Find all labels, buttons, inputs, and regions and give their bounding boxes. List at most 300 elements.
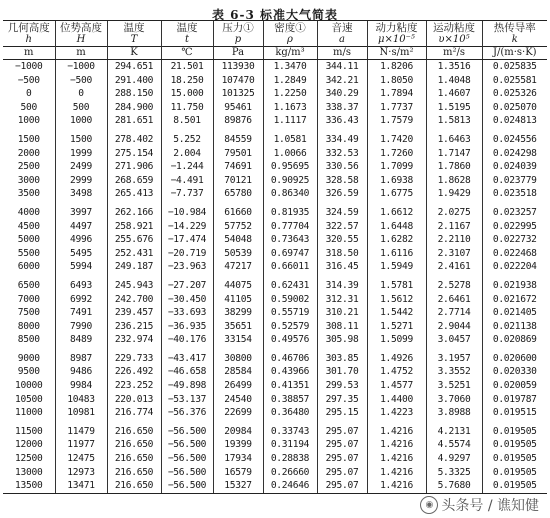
table-cell: 1.6612 [367,201,426,220]
table-cell: 216.650 [107,438,161,452]
table-cell: 278.402 [107,128,161,147]
table-cell: 74691 [213,160,263,174]
table-cell: 12000 [15,439,43,451]
table-cell: 1.4607 [426,87,482,101]
table-cell: 1.5781 [367,274,426,293]
header-symbol-9: k [482,34,547,47]
table-cell: −43.417 [161,347,213,366]
table-cell: −36.935 [161,320,213,334]
table-cell: 229.733 [107,347,161,366]
table-cell: 1.7260 [367,147,426,161]
table-row [3,306,547,320]
table-row [3,187,547,201]
table-cell: 0.021672 [482,293,547,307]
table-cell: 0.020869 [482,333,547,347]
table-cell: 1.1117 [263,114,317,128]
table-cell: 1.6775 [367,187,426,201]
table-cell: 1.4752 [367,365,426,379]
table-cell: 10000 [15,380,43,392]
table-cell: 324.59 [317,201,367,220]
table-cell: 10981 [55,406,107,420]
table-cell: 0.46706 [263,347,317,366]
table-cell: 1.4926 [367,347,426,366]
table-cell: 89876 [213,114,263,128]
table-cell: −500 [17,74,40,86]
table-cell: 65780 [213,187,263,201]
table-cell: 11.750 [161,101,213,115]
table-cell: 16579 [213,466,263,480]
table-cell: 4500 [17,220,40,232]
table-cell: 1.5442 [367,306,426,320]
table-cell: 284.900 [107,101,161,115]
table-cell: 3.7060 [426,393,482,407]
table-cell: 1.5813 [426,114,482,128]
table-title: 表 6-3 标准大气简表 [211,8,339,22]
table-cell: 13000 [15,466,43,478]
header-name-9: 热传导率 [482,21,547,35]
table-cell: 0.019505 [482,452,547,466]
table-cell: 0.95695 [263,160,317,174]
watermark [417,494,542,516]
table-cell: 5.3325 [426,466,482,480]
table-cell: 0.69747 [263,247,317,261]
header-unit-5: kg/m³ [263,47,317,60]
table-cell: 1.5271 [367,320,426,334]
table-cell: 299.53 [317,379,367,393]
table-row [3,174,547,188]
table-cell: 318.50 [317,247,367,261]
table-cell: 216.774 [107,406,161,420]
table-row [3,128,547,147]
table-cell: 9000 [17,352,40,364]
table-cell: 342.21 [317,74,367,88]
table-cell: 1.8628 [426,174,482,188]
table-cell: 265.413 [107,187,161,201]
table-row [3,347,547,366]
table-cell: 0.019515 [482,406,547,420]
table-cell: 0.52579 [263,320,317,334]
table-cell: −1.244 [161,160,213,174]
table-cell: 9486 [55,365,107,379]
table-cell: 0.024298 [482,147,547,161]
table-cell: 2.7714 [426,306,482,320]
table-row [3,60,547,74]
table-cell: 216.650 [107,452,161,466]
table-cell: 0.025581 [482,74,547,88]
table-cell: 291.400 [107,74,161,88]
table-cell: 0.31194 [263,438,317,452]
header-name-7: 动力粘度 [367,21,426,35]
table-cell: 0.66011 [263,260,317,274]
table-cell: 310.21 [317,306,367,320]
table-row [3,452,547,466]
table-row [3,160,547,174]
table-cell: −53.137 [161,393,213,407]
table-cell: 9984 [55,379,107,393]
table-cell: 1.3516 [426,60,482,74]
table-cell: 57752 [213,220,263,234]
header-symbol-2: T [107,34,161,47]
table-cell: 258.921 [107,220,161,234]
table-cell: 0.33743 [263,420,317,439]
table-cell: 0.019787 [482,393,547,407]
header-unit-3: ℃ [161,47,213,60]
table-cell: 1.6463 [426,128,482,147]
header-unit-8: m²/s [426,47,482,60]
table-cell: 3498 [55,187,107,201]
table-cell: 332.53 [317,147,367,161]
header-name-5: 密度① [263,21,317,35]
table-cell: 320.55 [317,233,367,247]
table-cell: 15.000 [161,87,213,101]
table-cell: −33.693 [161,306,213,320]
header-name-6: 音速 [317,21,367,35]
header-unit-6: m/s [317,47,367,60]
table-cell: −1000 [55,60,107,74]
table-cell: 0.019505 [482,479,547,493]
table-cell: 316.45 [317,260,367,274]
table-cell: 0.86340 [263,187,317,201]
table-cell: 6000 [17,261,40,273]
table-cell: 334.49 [317,128,367,147]
header-unit-7: N·s/m² [367,47,426,60]
table-cell: −7.737 [161,187,213,201]
table-cell: 41105 [213,293,263,307]
toutiao-logo-icon: ◉ [420,496,438,514]
table-cell: 239.457 [107,306,161,320]
table-cell: 0 [55,87,107,101]
table-cell: 0.020330 [482,365,547,379]
table-cell: 232.974 [107,333,161,347]
table-cell: 44075 [213,274,263,293]
table-cell: −20.719 [161,247,213,261]
table-cell: 255.676 [107,233,161,247]
table-cell: 0.021938 [482,274,547,293]
table-cell: 22699 [213,406,263,420]
table-cell: 1.4216 [367,452,426,466]
table-cell: 26499 [213,379,263,393]
table-cell: 500 [55,101,107,115]
table-cell: −14.229 [161,220,213,234]
table-cell: 38299 [213,306,263,320]
table-cell: 271.906 [107,160,161,174]
table-cell: 1.8206 [367,60,426,74]
header-symbol-3: t [161,34,213,47]
table-cell: −49.898 [161,379,213,393]
table-cell: 6500 [17,279,40,291]
table-cell: 0.025070 [482,101,547,115]
header-row-symbols [3,34,547,47]
table-body [3,60,547,494]
table-cell: 252.431 [107,247,161,261]
table-cell: 322.57 [317,220,367,234]
table-cell: 281.651 [107,114,161,128]
table-cell: 0.022204 [482,260,547,274]
table-row [3,101,547,115]
table-cell: 30800 [213,347,263,366]
table-cell: 236.215 [107,320,161,334]
header-name-1: 位势高度 [55,21,107,35]
table-cell: 5000 [17,234,40,246]
table-cell: 11000 [15,407,43,419]
table-cell: 1.4223 [367,406,426,420]
table-cell: 245.943 [107,274,161,293]
table-cell: 0.55719 [263,306,317,320]
table-cell: 7990 [55,320,107,334]
table-cell: 5.7680 [426,479,482,493]
table-cell: 0.90925 [263,174,317,188]
table-cell: 295.07 [317,479,367,493]
table-cell: 295.07 [317,466,367,480]
table-cell: 18.250 [161,74,213,88]
table-cell: 1.7737 [367,101,426,115]
table-cell: 1.0581 [263,128,317,147]
table-cell: 3.8988 [426,406,482,420]
header-row-names [3,21,547,35]
table-cell: 500 [20,101,37,113]
table-cell: 1.7860 [426,160,482,174]
header-name-8: 运动粘度 [426,21,482,35]
table-cell: −27.207 [161,274,213,293]
table-cell: 249.187 [107,260,161,274]
table-cell: 50539 [213,247,263,261]
table-cell: 2.2110 [426,233,482,247]
table-cell: 0.024813 [482,114,547,128]
table-cell: 1.7099 [367,160,426,174]
table-row [3,420,547,439]
table-cell: −56.500 [161,438,213,452]
table-cell: 220.013 [107,393,161,407]
table-row [3,201,547,220]
table-cell: 113930 [213,60,263,74]
table-cell: 24540 [213,393,263,407]
table-cell: 330.56 [317,160,367,174]
table-row [3,233,547,247]
table-cell: 1.8050 [367,74,426,88]
table-cell: 1.5195 [426,101,482,115]
table-cell: 0.024556 [482,128,547,147]
table-cell: −56.500 [161,466,213,480]
table-cell: 1.5099 [367,333,426,347]
table-cell: 21.501 [161,60,213,74]
table-cell: 1.6116 [367,247,426,261]
table-cell: 8000 [17,320,40,332]
table-cell: 1.4216 [367,438,426,452]
table-cell: 312.31 [317,293,367,307]
table-cell: 294.651 [107,60,161,74]
table-cell: 11500 [15,425,43,437]
header-symbol-5: ρ [263,34,317,47]
table-cell: 226.492 [107,365,161,379]
table-cell: −4.491 [161,174,213,188]
table-cell: 1.7420 [367,128,426,147]
table-cell: 336.43 [317,114,367,128]
table-cell: 1500 [55,128,107,147]
table-cell: 223.252 [107,379,161,393]
table-cell: 15327 [213,479,263,493]
table-cell: 95461 [213,101,263,115]
table-cell: 0.023779 [482,174,547,188]
table-cell: 19399 [213,438,263,452]
table-row [3,406,547,420]
table-cell: 303.85 [317,347,367,366]
header-symbol-0: h [25,34,32,45]
table-cell: 1.4216 [367,466,426,480]
table-cell: 0 [26,88,32,100]
table-cell: 2.4161 [426,260,482,274]
header-unit-1: m [55,47,107,60]
table-cell: 1500 [17,133,40,145]
table-cell: 0.019505 [482,438,547,452]
table-cell: 1.4216 [367,479,426,493]
table-row [3,260,547,274]
table-cell: 295.07 [317,452,367,466]
table-cell: 297.35 [317,393,367,407]
table-cell: 328.58 [317,174,367,188]
table-cell: 10483 [55,393,107,407]
table-cell: 5495 [55,247,107,261]
table-cell: 11977 [55,438,107,452]
table-cell: 0.020600 [482,347,547,366]
table-cell: 61660 [213,201,263,220]
table-cell: 8489 [55,333,107,347]
table-row [3,379,547,393]
table-cell: 0.022995 [482,220,547,234]
table-cell: 0.019505 [482,466,547,480]
table-cell: 13500 [3,479,55,493]
table-cell: 84559 [213,128,263,147]
table-cell: 275.154 [107,147,161,161]
table-cell: 0.022732 [482,233,547,247]
table-cell: 70121 [213,174,263,188]
header-symbol-1: H [55,34,107,47]
table-cell: 107470 [213,74,263,88]
table-cell: 288.150 [107,87,161,101]
header-name-4: 压力① [213,21,263,35]
table-cell: 305.98 [317,333,367,347]
table-cell: 216.650 [107,466,161,480]
table-cell: 338.37 [317,101,367,115]
table-cell: 0.77704 [263,220,317,234]
table-cell: 4996 [55,233,107,247]
table-cell: 0.020059 [482,379,547,393]
table-row [3,333,547,347]
table-cell: 242.700 [107,293,161,307]
table-cell: 1.3470 [263,60,317,74]
table-row [3,320,547,334]
header-name-0: 几何高度 [3,21,55,35]
table-cell: 301.70 [317,365,367,379]
table-cell: 11479 [55,420,107,439]
table-cell: 0.38857 [263,393,317,407]
table-cell: 4000 [17,206,40,218]
table-cell: 47217 [213,260,263,274]
table-cell: −30.450 [161,293,213,307]
table-cell: 1.7579 [367,114,426,128]
table-cell: 5994 [55,260,107,274]
table-cell: 7000 [17,293,40,305]
table-cell: 0.023257 [482,201,547,220]
table-cell: 0.025326 [482,87,547,101]
table-cell: 0.021138 [482,320,547,334]
table-cell: 6992 [55,293,107,307]
table-cell: 1.5612 [367,293,426,307]
table-cell: 340.29 [317,87,367,101]
table-cell: 295.07 [317,438,367,452]
table-cell: 0.24646 [263,479,317,493]
header-symbol-8: υ×10⁵ [426,34,482,47]
table-cell: 1.4048 [426,74,482,88]
table-cell: 0.26660 [263,466,317,480]
header-unit-0: m [3,47,55,60]
table-row [3,220,547,234]
table-cell: 3000 [17,174,40,186]
table-cell: 0.021405 [482,306,547,320]
header-symbol-7: μ×10⁻⁵ [367,34,426,47]
table-cell: 8987 [55,347,107,366]
table-cell: 8500 [17,334,40,346]
table-cell: 216.650 [107,420,161,439]
header-unit-2: K [107,47,161,60]
table-cell: 0.73643 [263,233,317,247]
table-cell: 33154 [213,333,263,347]
table-cell: 2.6461 [426,293,482,307]
table-cell: 9500 [17,366,40,378]
table-cell: 4.5574 [426,438,482,452]
table-row [3,114,547,128]
table-cell: 0.81935 [263,201,317,220]
table-cell: 0.019505 [482,420,547,439]
table-cell: 1.4400 [367,393,426,407]
table-cell: 5.252 [161,128,213,147]
table-cell: −1000 [15,61,43,72]
table-cell: 2.3107 [426,247,482,261]
table-cell: 295.07 [317,420,367,439]
table-cell: 1.7147 [426,147,482,161]
table-cell: 308.11 [317,320,367,334]
table-row [3,87,547,101]
table-cell: 3.1957 [426,347,482,366]
table-cell: 12475 [55,452,107,466]
table-cell: −56.500 [161,479,213,493]
table-cell: 1.2250 [263,87,317,101]
table-cell: 0.41351 [263,379,317,393]
header-name-2: 温度 [107,21,161,35]
table-cell: 2499 [55,160,107,174]
header-name-3: 温度 [161,21,213,35]
table-cell: 1.0066 [263,147,317,161]
table-cell: 0.59002 [263,293,317,307]
table-cell: 12500 [15,453,43,465]
watermark-text: 头条号 / 谯知健 [441,498,539,514]
table-cell: 101325 [213,87,263,101]
table-cell: 1000 [55,114,107,128]
table-cell: 0.024039 [482,160,547,174]
table-row [3,393,547,407]
table-cell: −56.500 [161,420,213,439]
table-cell: 3.3552 [426,365,482,379]
table-cell: −500 [55,74,107,88]
table-cell: 0.62431 [263,274,317,293]
table-cell: 4497 [55,220,107,234]
table-cell: −40.176 [161,333,213,347]
table-cell: 268.659 [107,174,161,188]
table-cell: −10.984 [161,201,213,220]
table-cell: 79501 [213,147,263,161]
table-cell: 2.9044 [426,320,482,334]
table-cell: 1.7894 [367,87,426,101]
table-row [3,466,547,480]
